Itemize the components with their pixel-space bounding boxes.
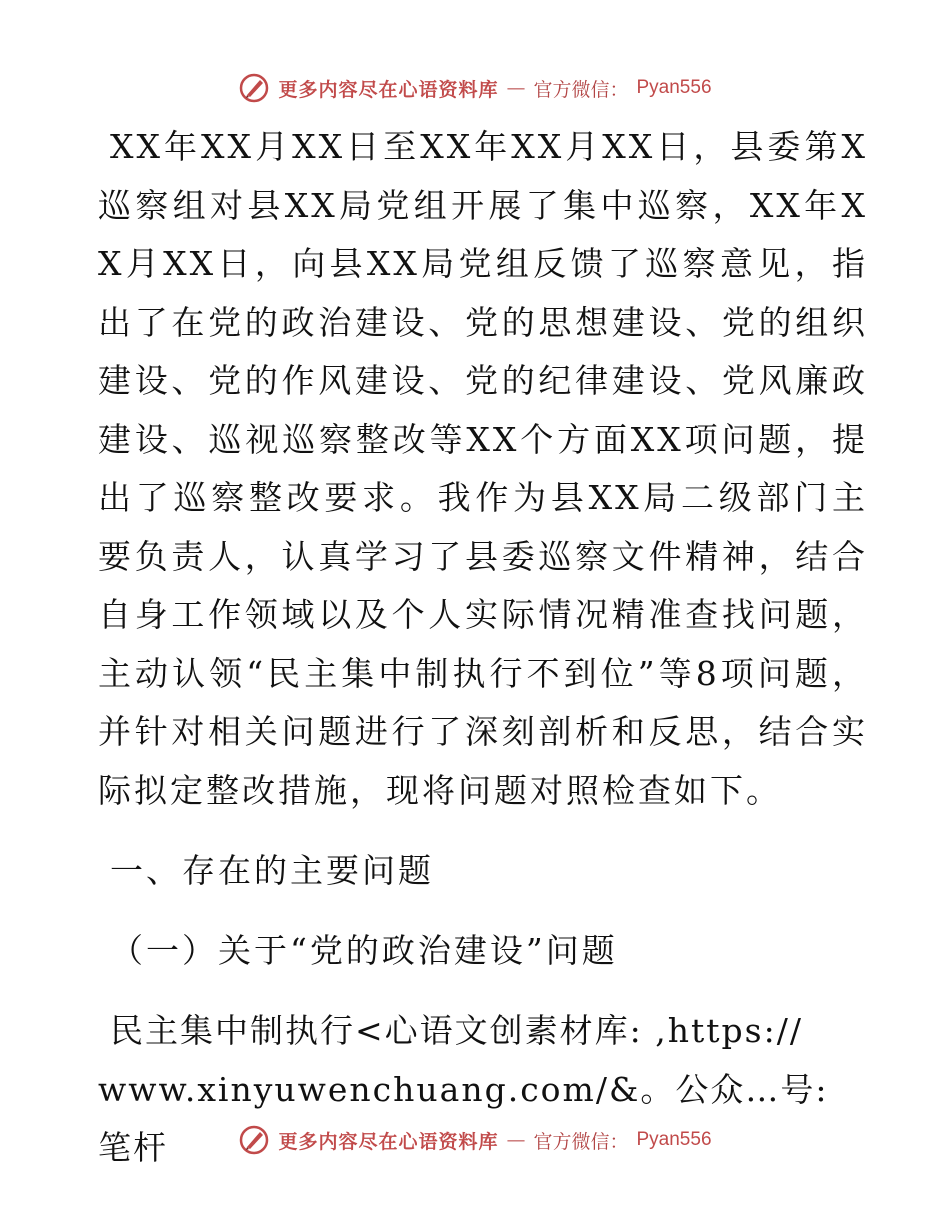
watermark-brand: 更多内容尽在心语资料库 (278, 1130, 499, 1153)
body-line-1: 民主集中制执行<心语文创素材库: ,https:// (110, 1011, 803, 1050)
subsection-heading: （一）关于“党的政治建设”问题 (110, 931, 618, 970)
document-body (98, 118, 868, 1178)
pen-seal-icon (238, 1124, 270, 1156)
intro-paragraph: XX年XX月XX日至XX年XX月XX日，县委第X巡察组对县XX局党组开展了集中巡察，XX年XX月XX日，向县XX局党组反馈了巡察意见，指出了在党的政治建设、党的思想建设、党的组织建设、党的作风建设、党的纪律建设、党风廉政建设、巡视巡察整改等XX个方面XX项问题，提出了巡察整改要求。我作为县XX局二级部门主要负责人，认真学习了县委巡察文件精神，结合自身工作领域以及个人实际情况精准查找问题，主动认领“民主集中制执行不到位”等8项问题，并针对相关问题进行了深刻剖析和反思，结合实际拟定整改措施，现将问题对照检查如下。 (98, 127, 868, 810)
watermark-brand: 更多内容尽在心语资料库 (278, 78, 499, 101)
pen-seal-icon (238, 72, 270, 104)
watermark-separator: — (506, 77, 526, 99)
watermark-label: 官方微信： (533, 78, 629, 101)
watermark-id: Pyan556 (636, 77, 712, 98)
watermark-header (0, 66, 950, 110)
watermark-id: Pyan556 (636, 1129, 712, 1150)
watermark-label: 官方微信： (533, 1130, 629, 1153)
body-line-2: www.xinyuwenchuang.com/&。公众…号: 笔杆 (98, 1069, 829, 1167)
watermark-separator: — (506, 1129, 526, 1151)
watermark-footer (0, 1118, 950, 1162)
section-heading: 一、存在的主要问题 (110, 851, 434, 890)
